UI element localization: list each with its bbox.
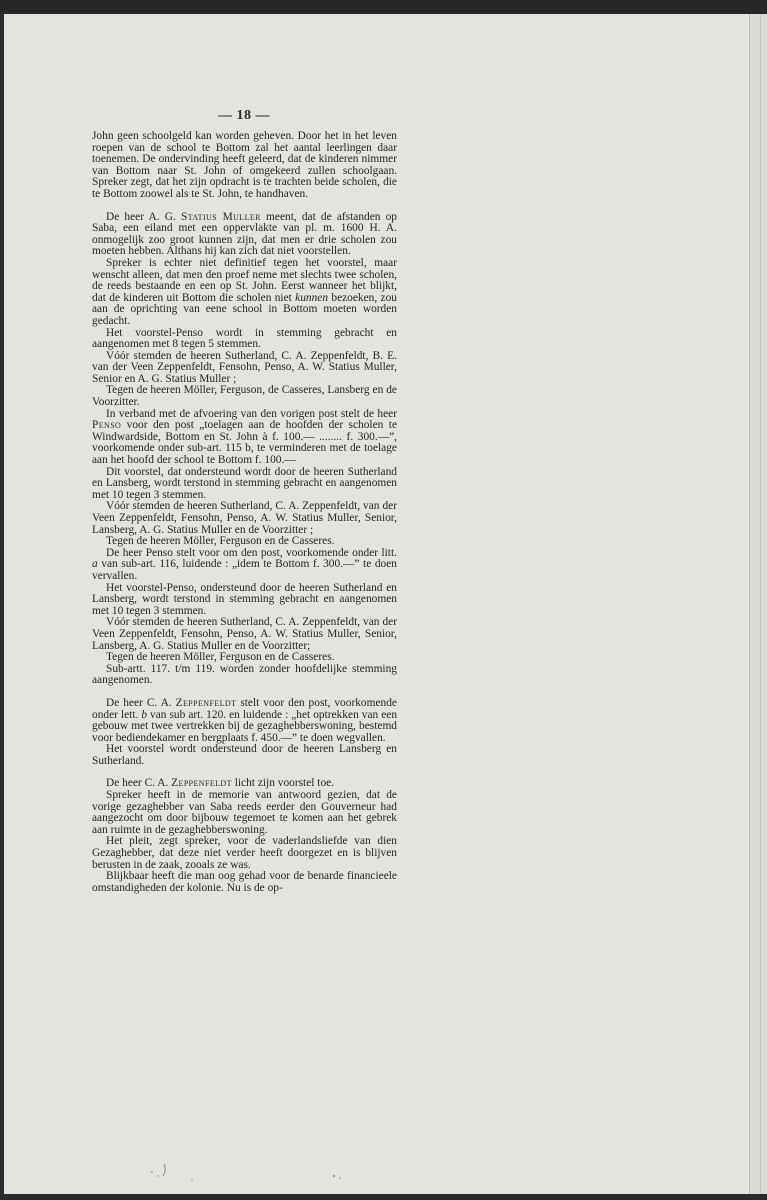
page-number: — 18 — (218, 108, 270, 123)
paragraph: Sub-artt. 117. t/m 119. worden zonder hoofdelijke stemming aangenomen. (92, 662, 397, 687)
scan-border (0, 0, 767, 14)
paragraph: Spreker heeft in de memorie van antwoord gezien, dat de vorige gezaghebber van Saba reeds eerder den Gouverneur had aangezocht om door bijbouw tegemoet te komen aan het gebrek aan ruimte in de gezaghebberswoning. (92, 789, 397, 836)
paragraph: Tegen de heeren Möller, Ferguson en de Casseres. (106, 535, 335, 548)
paragraph: De heer A. G. Statius Muller meent, dat de afstanden op Saba, een eiland met een oppervlakte van pl. m. 1600 H. A. onmogelijk zoo groot kunnen zijn, dat men er drie scholen zou moeten hebben. Althans hij kan zich dat niet voorstellen. (92, 210, 397, 258)
paragraph: Blijkbaar heeft die man oog gehad voor de benarde financieele omstandigheden der kolonie. Nu is de op- (92, 870, 397, 894)
paragraph: Tegen de heeren Möller, Ferguson, de Casseres, Lansberg en de Voorzitter. (92, 384, 397, 409)
paper-specks (144, 1154, 364, 1184)
paragraph: Vóór stemden de heeren Sutherland, C. A. Zeppenfeldt, van der Veen Zeppenfeldt, Fensohn, Penso, A. W. Statius Muller, Senior, Lansberg, A. G. Statius Muller en de Voorzitter; (92, 616, 397, 652)
adjacent-page-edge (749, 14, 767, 1194)
paragraph: Het voorstel-Penso wordt in stemming gebracht en aangenomen met 8 tegen 5 stemmen. (92, 326, 397, 351)
paragraph: Het voorstel-Penso, ondersteund door de heeren Sutherland en Lansberg, wordt terstond in stemming gebracht en aangenomen met 10 tegen 3 stemmen. (92, 581, 397, 617)
paragraph: De heer C. A. Zeppenfeldt licht zijn voorstel toe. (106, 777, 335, 790)
paragraph: John geen schoolgeld kan worden geheven. Door het in het leven roepen van de school te Bottom zal het aantal leerlingen daar toenemen. De ondervinding heeft geleerd, dat de kinderen nimmer van Bottom naar St. John of omgekeerd zullen schoolgaan. Spreker zegt, dat het zijn opdracht is te trachten beide scholen, die te Bottom zoowel als te St. John, te handhaven. (92, 130, 397, 200)
paragraph: Het pleit, zegt spreker, voor de vaderlandsliefde van dien Gezaghebber, dat deze niet verder heeft doorgezet en is blijven berusten in de zaak, zooals ze was. (92, 835, 397, 871)
paragraph: De heer C. A. Zeppenfeldt stelt voor den post, voorkomende onder lett. b van sub art. 120. en luidende : „het optrekken van een gebouw met twee vertrekken bij de gezaghebberswoning, bestemd voor bediendekamer en bergplaats f. 450.—” te doen wegvallen. (92, 696, 398, 744)
paragraph: In verband met de afvoering van den vorigen post stelt de heer Penso voor den post „toelagen aan de hoofden der scholen te Windwardside, Bottom en St. John à f. 100.— ........ f. 300.—”, voorkomende onder sub-art. 115 b, te verminderen met de toelage aan het hoofd der school te Bottom f. 100.— (92, 407, 397, 467)
paragraph: Dit voorstel, dat ondersteund wordt door de heeren Sutherland en Lansberg, wordt terstond in stemming gebracht en aangenomen met 10 tegen 3 stemmen. (92, 465, 397, 501)
paragraph: De heer Penso stelt voor om den post, voorkomende onder litt. a van sub-art. 116, luidende : „idem te Bottom f. 300.—” te doen vervallen. (92, 546, 397, 582)
paragraph: Het voorstel wordt ondersteund door de heeren Lansberg en Sutherland. (92, 743, 397, 767)
paragraph: Vóór stemden de heeren Sutherland, C. A. Zeppenfeldt, van der Veen Zeppenfeldt, Fensohn, Penso, A. W. Statius Muller, Senior, Lansberg, A. G. Statius Muller en de Voorzitter ; (92, 500, 397, 536)
paragraph: Tegen de heeren Möller, Ferguson en de Casseres. (106, 651, 335, 664)
text-column (92, 131, 397, 894)
paragraph: Vóór stemden de heeren Sutherland, C. A. Zeppenfeldt, B. E. van der Veen Zeppenfeldt, Fensohn, Penso, A. W. Statius Muller, Senior en A. G. Statius Muller ; (92, 349, 397, 385)
document-page (4, 14, 749, 1194)
paragraph: Spreker is echter niet definitief tegen het voorstel, maar wenscht alleen, dat men den proef neme met slechts twee scholen, de reeds bestaande en een op St. John. Eerst wanneer het blijkt, dat de kinderen uit Bottom die scholen niet kunnen bezoeken, zou aan de oprichting van eene school in Bottom moeten worden gedacht. (92, 256, 397, 327)
